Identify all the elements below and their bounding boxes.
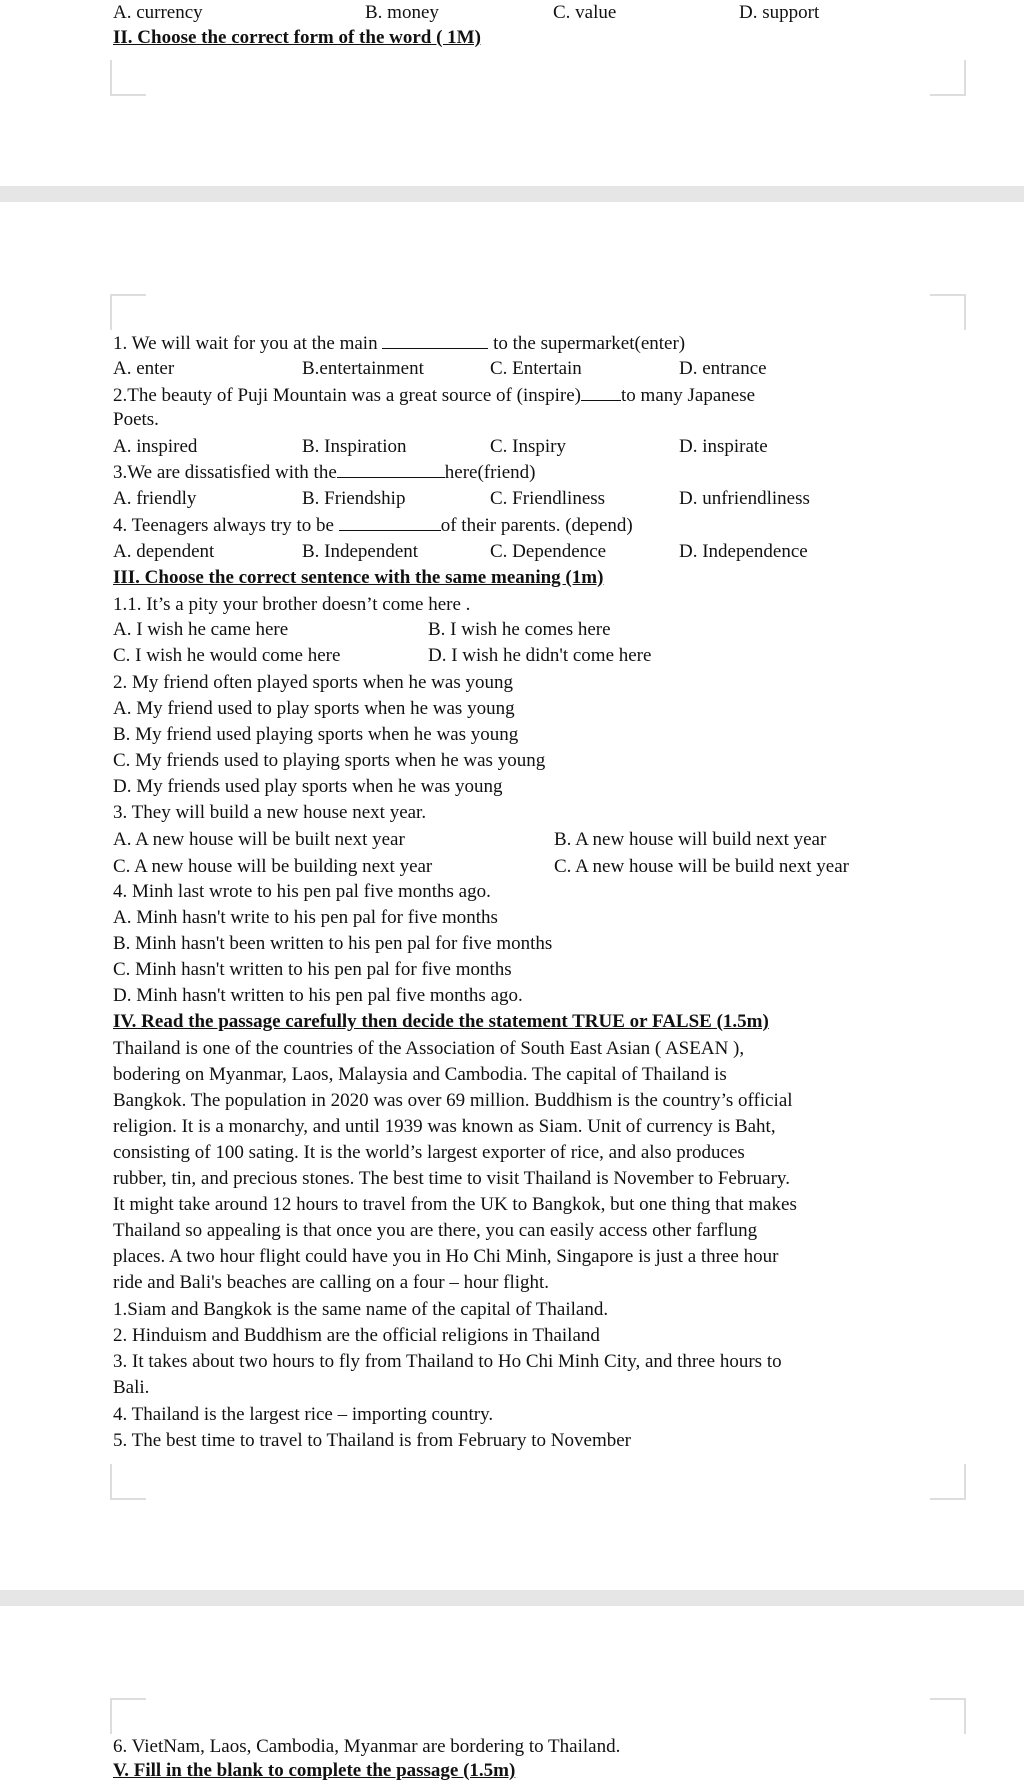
s2-q4-c: C. Dependence <box>490 541 607 562</box>
s3-q3-c: C. A new house will be building next year <box>113 856 433 877</box>
page-separator <box>0 1590 1024 1606</box>
option-c: C. value <box>553 2 617 23</box>
s2-q4-a: A. dependent <box>113 541 215 562</box>
option-d: D. support <box>739 2 820 23</box>
statement-6: 6. VietNam, Laos, Cambodia, Myanmar are bordering to Thailand. <box>113 1736 621 1757</box>
s3-q3-a: A. A new house will be built next year <box>113 829 405 850</box>
page-corner-mark <box>110 60 146 96</box>
passage-line: It might take around 12 hours to travel from the UK to Bangkok, but one thing that makes <box>113 1194 797 1215</box>
s3-q2-b: B. My friend used playing sports when he was young <box>113 724 519 745</box>
statement: 3. It takes about two hours to fly from Thailand to Ho Chi Minh City, and three hours to <box>113 1351 782 1372</box>
s3-q2-a: A. My friend used to play sports when he was young <box>113 698 515 719</box>
passage-line: bodering on Myanmar, Laos, Malaysia and Cambodia. The capital of Thailand is <box>113 1064 727 1085</box>
s3-q3-b: B. A new house will build next year <box>554 829 827 850</box>
answer-blank[interactable] <box>337 461 445 478</box>
s2-q2 <box>113 384 755 407</box>
s2-q3-b: B. Friendship <box>302 488 406 509</box>
answer-blank[interactable] <box>339 514 441 531</box>
s2-q4-pre: 4. Teenagers always try to be <box>113 515 334 536</box>
page-separator <box>0 186 1024 202</box>
s2-q2-a: A. inspired <box>113 436 198 457</box>
s3-q3-stem: 3. They will build a new house next year. <box>113 802 427 823</box>
s2-q4 <box>113 514 633 537</box>
s3-q4-b: B. Minh hasn't been written to his pen pal for five months <box>113 933 553 954</box>
s2-q1-b: B.entertainment <box>302 358 424 379</box>
s2-q4-b: B. Independent <box>302 541 419 562</box>
page-corner-mark <box>930 60 966 96</box>
s2-q2-post: to many Japanese <box>621 385 756 406</box>
passage-line: Thailand is one of the countries of the Association of South East Asian ( ASEAN ), <box>113 1038 745 1059</box>
s2-q2-cont: Poets. <box>113 409 159 430</box>
option-b: B. money <box>365 2 439 23</box>
statement: 5. The best time to travel to Thailand is from February to November <box>113 1430 631 1451</box>
passage-line: places. A two hour flight could have you in Ho Chi Minh, Singapore is just a three hour <box>113 1246 779 1267</box>
passage-line: Thailand so appealing is that once you are there, you can easily access other farflung <box>113 1220 758 1241</box>
section3-heading: III. Choose the correct sentence with the same meaning (1m) <box>113 567 604 588</box>
s3-q4-d: D. Minh hasn't written to his pen pal five months ago. <box>113 985 523 1006</box>
page-corner-mark <box>930 1464 966 1500</box>
s3-q2-c: C. My friends used to playing sports when he was young <box>113 750 546 771</box>
s3-q1-a: A. I wish he came here <box>113 619 289 640</box>
passage-line: rubber, tin, and precious stones. The best time to visit Thailand is November to February. <box>113 1168 790 1189</box>
page-corner-mark <box>110 294 146 330</box>
s3-q2-stem: 2. My friend often played sports when he was young <box>113 672 513 693</box>
s3-q1-stem: 1.1. It’s a pity your brother doesn’t come here . <box>113 594 471 615</box>
statement: 4. Thailand is the largest rice – importing country. <box>113 1404 494 1425</box>
passage-line: religion. It is a monarchy, and until 1939 was known as Siam. Unit of currency is Baht, <box>113 1116 776 1137</box>
statement: 1.Siam and Bangkok is the same name of the capital of Thailand. <box>113 1299 609 1320</box>
s2-q2-pre: 2.The beauty of Puji Mountain was a great source of (inspire) <box>113 385 582 406</box>
page-corner-mark <box>110 1464 146 1500</box>
statement: Bali. <box>113 1377 150 1398</box>
s2-q1-a: A. enter <box>113 358 175 379</box>
s3-q4-stem: 4. Minh last wrote to his pen pal five months ago. <box>113 881 491 902</box>
s2-q4-post: of their parents. (depend) <box>440 515 633 536</box>
s2-q1-post: to the supermarket(enter) <box>493 333 686 354</box>
s2-q3-d: D. unfriendliness <box>679 488 810 509</box>
s2-q2-d: D. inspirate <box>679 436 768 457</box>
passage-line: consisting of 100 sating. It is the world’s largest exporter of rice, and also produces <box>113 1142 745 1163</box>
page-corner-mark <box>930 294 966 330</box>
section2-heading: II. Choose the correct form of the word ( 1M) <box>113 27 481 48</box>
answer-blank[interactable] <box>382 332 488 349</box>
answer-blank[interactable] <box>581 384 621 401</box>
page-corner-mark <box>110 1698 146 1734</box>
s3-q1-b: B. I wish he comes here <box>428 619 611 640</box>
s2-q2-b: B. Inspiration <box>302 436 407 457</box>
s3-q2-d: D. My friends used play sports when he was young <box>113 776 503 797</box>
page-corner-mark <box>930 1698 966 1734</box>
s2-q3 <box>113 461 536 484</box>
s2-q1-pre: 1. We will wait for you at the main <box>113 333 378 354</box>
statement: 2. Hinduism and Buddhism are the official religions in Thailand <box>113 1325 600 1346</box>
passage-line: Bangkok. The population in 2020 was over 69 million. Buddhism is the country’s official <box>113 1090 793 1111</box>
s2-q1-d: D. entrance <box>679 358 767 379</box>
s2-q3-post: here(friend) <box>444 462 536 483</box>
s3-q3-d: C. A new house will be build next year <box>554 856 849 877</box>
section5-heading: V. Fill in the blank to complete the passage (1.5m) <box>113 1760 516 1781</box>
passage-line: ride and Bali's beaches are calling on a four – hour flight. <box>113 1272 550 1293</box>
s3-q1-d: D. I wish he didn't come here <box>428 645 652 666</box>
s2-q3-pre: 3.We are dissatisfied with the <box>113 462 337 483</box>
section4-heading: IV. Read the passage carefully then decide the statement TRUE or FALSE (1.5m) <box>113 1011 769 1032</box>
s2-q1-c: C. Entertain <box>490 358 582 379</box>
s3-q4-c: C. Minh hasn't written to his pen pal for five months <box>113 959 512 980</box>
option-a: A. currency <box>113 2 203 23</box>
s2-q3-a: A. friendly <box>113 488 197 509</box>
s3-q4-a: A. Minh hasn't write to his pen pal for five months <box>113 907 498 928</box>
s3-q1-c: C. I wish he would come here <box>113 645 341 666</box>
s2-q1 <box>113 332 685 355</box>
s2-q3-c: C. Friendliness <box>490 488 606 509</box>
s2-q2-c: C. Inspiry <box>490 436 566 457</box>
s2-q4-d: D. Independence <box>679 541 808 562</box>
